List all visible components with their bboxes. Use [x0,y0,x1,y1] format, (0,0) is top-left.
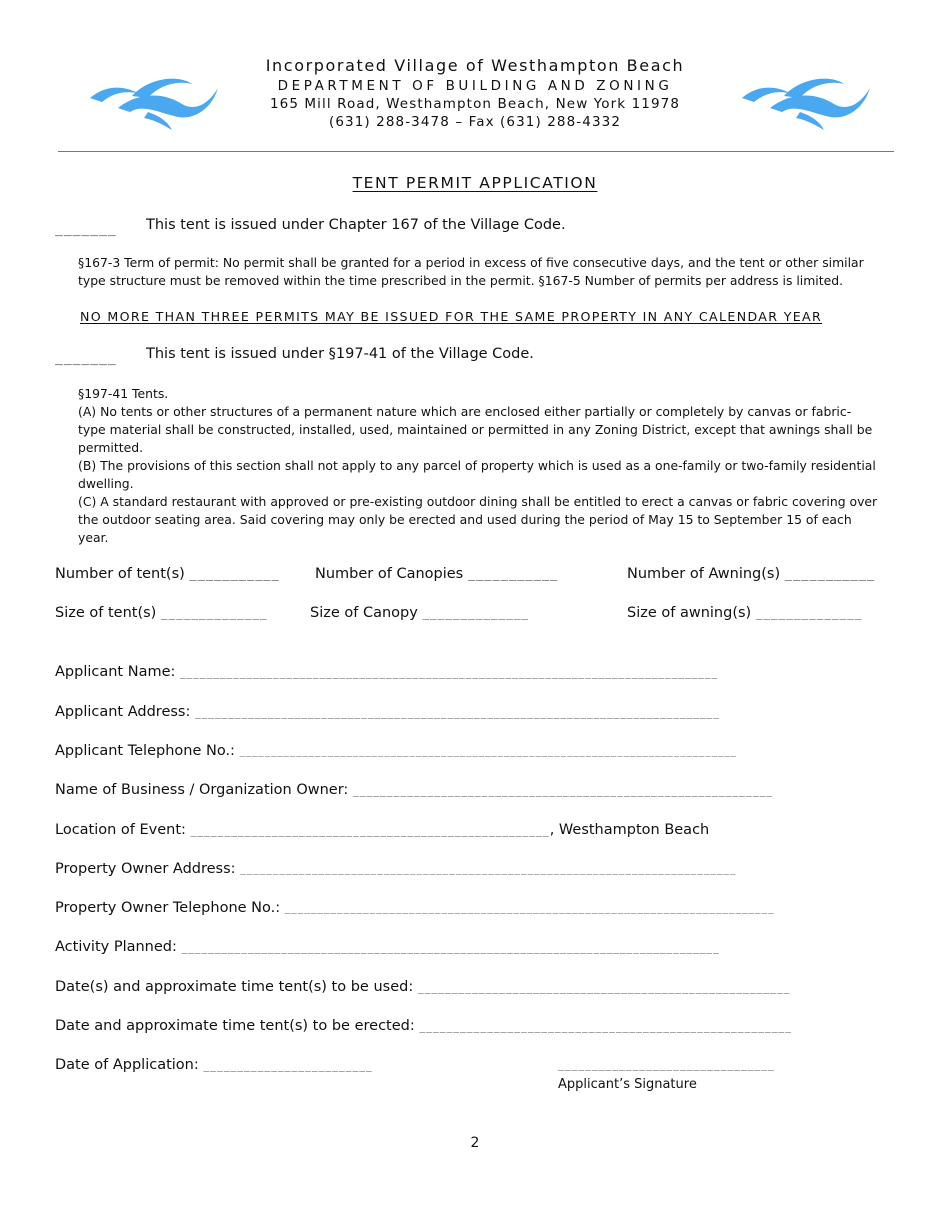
property-owner-address-blank[interactable]: ____________________________________________________________________________ [240,865,737,876]
activity-planned-label: Activity Planned: [55,939,177,955]
date-erected-label: Date and approximate time tent(s) to be erected: [55,1018,415,1034]
chapter-167-statement: This tent is issued under Chapter 167 of the Village Code. [146,217,566,233]
business-owner-field[interactable] [55,782,773,798]
dates-used-field[interactable] [55,979,791,995]
department-name: DEPARTMENT OF BUILDING AND ZONING [277,78,673,94]
section-197-41-statement: This tent is issued under §197-41 of the Village Code. [146,346,534,362]
section-197-41-para-a: (A) No tents or other structures of a permanent nature which are enclosed either partially or completely by canvas or fabric-type material shall be constructed, installed, used, maintained or permitted in any Zoning District, except that awnings shall be permitted. [78,404,873,455]
number-of-tents-field[interactable] [55,566,280,582]
property-owner-phone-field[interactable] [55,900,775,916]
applicant-name-field[interactable] [55,664,718,680]
dates-used-label: Date(s) and approximate time tent(s) to be used: [55,979,414,995]
number-of-canopies-label: Number of Canopies [315,566,464,582]
property-owner-address-field[interactable] [55,861,737,877]
event-location-suffix: , Westhampton Beach [549,822,710,838]
chapter-167-paragraph: §167-3 Term of permit: No permit shall be granted for a period in excess of five consecutive days, and the tent or other similar type structure must be removed within the time prescribed in the permit. §167-5 Number of permits per address is limited. [78,255,864,288]
size-of-awnings-field[interactable] [627,605,863,621]
section-197-41-heading: §197-41 Tents. [78,386,169,401]
applicant-name-label: Applicant Name: [55,664,176,680]
activity-planned-field[interactable] [55,939,720,955]
signature-label: Applicant’s Signature [558,1077,697,1092]
section-197-41-check-blank[interactable]: _______ [55,351,117,366]
signature-line[interactable]: ________________________________ [558,1060,775,1071]
activity-planned-blank[interactable]: _________________________________________________________________________________ [181,943,720,954]
size-of-tents-blank[interactable]: ______________ [160,607,268,620]
date-of-application-field[interactable] [55,1057,373,1073]
date-erected-blank[interactable]: _______________________________________________________ [419,1022,793,1033]
applicant-name-blank[interactable]: _________________________________________________________________________________ [180,668,719,679]
business-owner-blank[interactable]: ______________________________________________________________ [352,786,774,797]
size-of-awnings-label: Size of awning(s) [627,605,752,621]
size-of-canopy-blank[interactable]: ______________ [422,607,530,620]
size-of-tents-field[interactable] [55,605,268,621]
date-erected-field[interactable] [55,1018,792,1034]
event-location-blank[interactable]: _____________________________________________________ [190,826,550,837]
number-of-tents-label: Number of tent(s) [55,566,185,582]
event-location-label: Location of Event: [55,822,186,838]
applicant-phone-blank[interactable]: _______________________________________________________________________________ [239,748,737,758]
applicant-phone-label: Applicant Telephone No.: [55,743,235,759]
chapter-167-check-blank[interactable]: _______ [55,222,117,237]
page-number: 2 [470,1135,480,1151]
date-of-application-blank[interactable]: _________________________ [203,1061,373,1072]
number-of-awnings-blank[interactable]: ___________ [784,567,876,581]
department-address: 165 Mill Road, Westhampton Beach, New York 11978 [269,96,681,112]
business-owner-label: Name of Business / Organization Owner: [55,782,349,798]
number-of-awnings-field[interactable] [627,566,875,582]
property-owner-phone-label: Property Owner Telephone No.: [55,900,281,916]
size-of-canopy-label: Size of Canopy [310,605,418,621]
permit-limit-notice: NO MORE THAN THREE PERMITS MAY BE ISSUED FOR THE SAME PROPERTY IN ANY CALENDAR YEAR [80,309,823,324]
form-title: TENT PERMIT APPLICATION [352,174,598,192]
event-location-field[interactable] [55,822,709,838]
header-divider [58,151,894,152]
size-of-canopy-field[interactable] [310,605,529,621]
village-name: Incorporated Village of Westhampton Beach [265,56,685,75]
dates-used-blank[interactable]: _______________________________________________________ [417,983,791,994]
applicant-phone-field[interactable] [55,743,737,759]
size-of-awnings-blank[interactable]: ______________ [755,607,863,620]
department-phone-fax: (631) 288-3478 – Fax (631) 288-4332 [328,114,622,130]
number-of-tents-blank[interactable]: ___________ [189,567,280,581]
date-of-application-label: Date of Application: [55,1057,199,1073]
applicant-address-label: Applicant Address: [55,704,191,720]
number-of-awnings-label: Number of Awning(s) [627,566,781,582]
property-owner-phone-blank[interactable]: ___________________________________________________________________________ [284,904,775,915]
applicant-address-field[interactable] [55,704,720,720]
property-owner-address-label: Property Owner Address: [55,861,236,877]
number-of-canopies-field[interactable] [315,566,558,582]
applicant-address-blank[interactable]: _______________________________________________________________________________ [194,708,720,719]
size-of-tents-label: Size of tent(s) [55,605,157,621]
number-of-canopies-blank[interactable]: ___________ [467,567,559,581]
section-197-41-para-c: (C) A standard restaurant with approved or pre-existing outdoor dining shall be entitled to erect a canvas or fabric covering over the outdoor seating area. Said covering may only be erected and used during the period of May 15 to September 15 of each year. [78,494,878,545]
section-197-41-para-b: (B) The provisions of this section shall not apply to any parcel of property which is used as a one-family or two-family residential dwelling. [78,458,876,491]
